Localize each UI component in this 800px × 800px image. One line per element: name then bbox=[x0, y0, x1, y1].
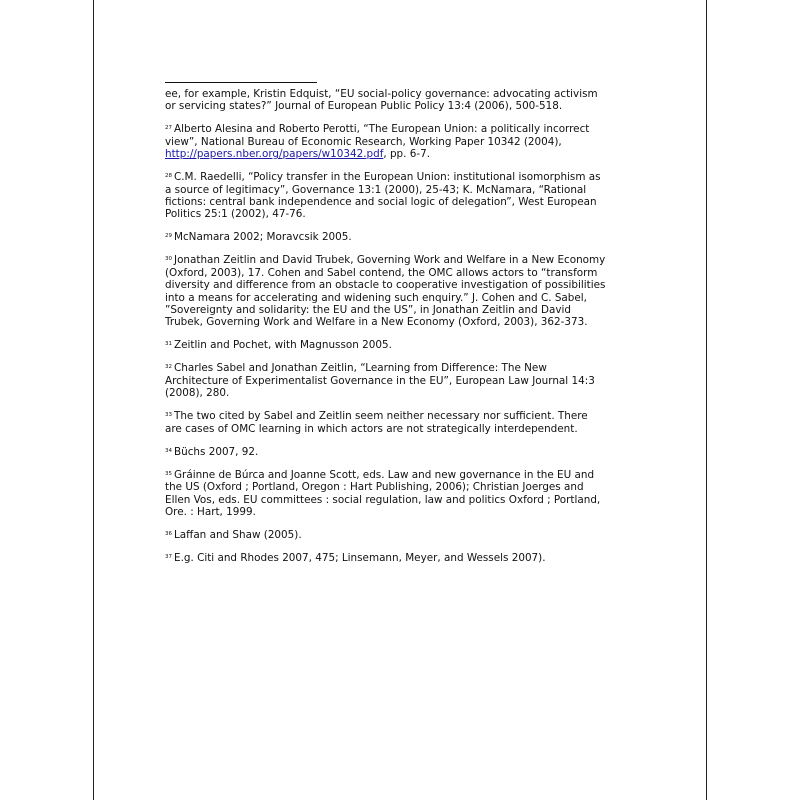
footnote bbox=[165, 552, 640, 564]
footnote-line bbox=[165, 339, 640, 351]
footnote-text: ”Sovereignty and solidarity: the EU and the US”, in Jonathan Zeitlin and David bbox=[165, 304, 571, 317]
footnote-text: Laffan and Shaw (2005). bbox=[174, 528, 302, 541]
footnote bbox=[165, 362, 640, 399]
footnote bbox=[165, 88, 640, 113]
footnote-line bbox=[165, 362, 640, 374]
footnote-text: (Oxford, 2003), 17. Cohen and Sabel contend, the OMC allows actors to “transform bbox=[165, 266, 598, 279]
footnote bbox=[165, 529, 640, 541]
footnote-line bbox=[165, 494, 640, 506]
footnote-line bbox=[165, 123, 640, 135]
footnote bbox=[165, 446, 640, 458]
footnote bbox=[165, 171, 640, 221]
footnote-text: a source of legitimacy”, Governance 13:1 (2000), 25-43; K. McNamara, “Rational bbox=[165, 183, 587, 196]
footnote-line bbox=[165, 279, 640, 291]
footnote-text: the US (Oxford ; Portland, Oregon : Hart Publishing, 2006); Christian Joerges and bbox=[165, 481, 584, 494]
footnote-line bbox=[165, 446, 640, 458]
footnote-text: Büchs 2007, 92. bbox=[174, 445, 259, 458]
footnote-text: Architecture of Experimentalist Governance in the EU”, European Law Journal 14:3 bbox=[165, 374, 595, 387]
footnote-line bbox=[165, 506, 640, 518]
footnote-number: 30 bbox=[165, 256, 172, 263]
footnote-line bbox=[165, 292, 640, 304]
footnote-line bbox=[165, 136, 640, 148]
footnote-line bbox=[165, 423, 640, 435]
footnote-text: McNamara 2002; Moravcsik 2005. bbox=[174, 231, 352, 244]
footnote-text: Ellen Vos, eds. EU committees : social regulation, law and politics Oxford ; Portland, bbox=[165, 493, 601, 506]
footnote bbox=[165, 410, 640, 435]
footnote-text: The two cited by Sabel and Zeitlin seem neither necessary nor sufficient. There bbox=[174, 410, 588, 423]
footnote-number: 29 bbox=[165, 233, 172, 240]
footnote-number: 28 bbox=[165, 173, 172, 180]
footnote bbox=[165, 123, 640, 160]
footnote-text: view”, National Bureau of Economic Research, Working Paper 10342 (2004), bbox=[165, 135, 562, 148]
footnote-line bbox=[165, 387, 640, 399]
footnote-line bbox=[165, 171, 640, 183]
footnote-text: C.M. Raedelli, “Policy transfer in the European Union: institutional isomorphism as bbox=[174, 171, 601, 184]
footnote-url-link[interactable]: http://papers.nber.org/papers/w10342.pdf bbox=[165, 148, 384, 161]
footnote-separator-rule bbox=[165, 82, 317, 83]
footnote-text: (2008), 280. bbox=[165, 387, 230, 400]
footnote-text: Zeitlin and Pochet, with Magnusson 2005. bbox=[174, 339, 392, 352]
footnotes-area bbox=[165, 82, 640, 575]
footnote-line bbox=[165, 148, 640, 160]
footnote-line bbox=[165, 267, 640, 279]
footnote-text: , pp. 6-7. bbox=[383, 148, 431, 161]
footnote-line bbox=[165, 410, 640, 422]
footnote-text: into a means for accelerating and widening such enquiry.” J. Cohen and C. Sabel, bbox=[165, 291, 587, 304]
footnote-number: 36 bbox=[165, 530, 172, 537]
footnote-line bbox=[165, 196, 640, 208]
footnote-text: Politics 25:1 (2002), 47-76. bbox=[165, 208, 306, 221]
footnote-text: diversity and difference from an obstacle to cooperative investigation of possibilities bbox=[165, 279, 606, 292]
footnote-line bbox=[165, 184, 640, 196]
footnote-number: 27 bbox=[165, 125, 172, 132]
footnote-text: Charles Sabel and Jonathan Zeitlin, “Learning from Difference: The New bbox=[174, 362, 547, 375]
footnote-number: 35 bbox=[165, 470, 172, 477]
footnote-line bbox=[165, 481, 640, 493]
footnote-text: Trubek, Governing Work and Welfare in a New Economy (Oxford, 2003), 362-373. bbox=[165, 316, 588, 329]
footnote-number: 37 bbox=[165, 553, 172, 560]
footnote-line bbox=[165, 375, 640, 387]
footnote-number: 33 bbox=[165, 412, 172, 419]
footnote bbox=[165, 469, 640, 519]
footnote-text: are cases of OMC learning in which actors are not strategically interdependent. bbox=[165, 422, 578, 435]
footnote-line bbox=[165, 316, 640, 328]
footnote-line bbox=[165, 529, 640, 541]
footnote-number: 32 bbox=[165, 364, 172, 371]
footnote-line bbox=[165, 469, 640, 481]
footnote-line bbox=[165, 231, 640, 243]
footnote-text: fictions: central bank independence and social logic of delegation”, West European bbox=[165, 196, 597, 209]
footnote-line bbox=[165, 88, 640, 100]
footnote-text: Ore. : Hart, 1999. bbox=[165, 505, 256, 518]
footnote-text: E.g. Citi and Rhodes 2007, 475; Linsemann, Meyer, and Wessels 2007). bbox=[174, 551, 546, 564]
footnote-text: Jonathan Zeitlin and David Trubek, Governing Work and Welfare in a New Economy bbox=[174, 254, 606, 267]
footnote-text: Gráinne de Búrca and Joanne Scott, eds. Law and new governance in the EU and bbox=[174, 468, 595, 481]
footnote bbox=[165, 231, 640, 243]
footnote-text: ee, for example, Kristin Edquist, “EU social-policy governance: advocating activism bbox=[165, 88, 598, 100]
footnote-number: 31 bbox=[165, 341, 172, 348]
footnote bbox=[165, 254, 640, 328]
footnote-text: Alberto Alesina and Roberto Perotti, “The European Union: a politically incorrect bbox=[174, 123, 590, 136]
footnote-line bbox=[165, 100, 640, 112]
footnote bbox=[165, 339, 640, 351]
footnote-line bbox=[165, 254, 640, 266]
footnote-number: 34 bbox=[165, 447, 172, 454]
footnote-text: or servicing states?” Journal of European Public Policy 13:4 (2006), 500-518. bbox=[165, 100, 563, 113]
footnote-line bbox=[165, 208, 640, 220]
footnote-line bbox=[165, 304, 640, 316]
footnote-line bbox=[165, 552, 640, 564]
